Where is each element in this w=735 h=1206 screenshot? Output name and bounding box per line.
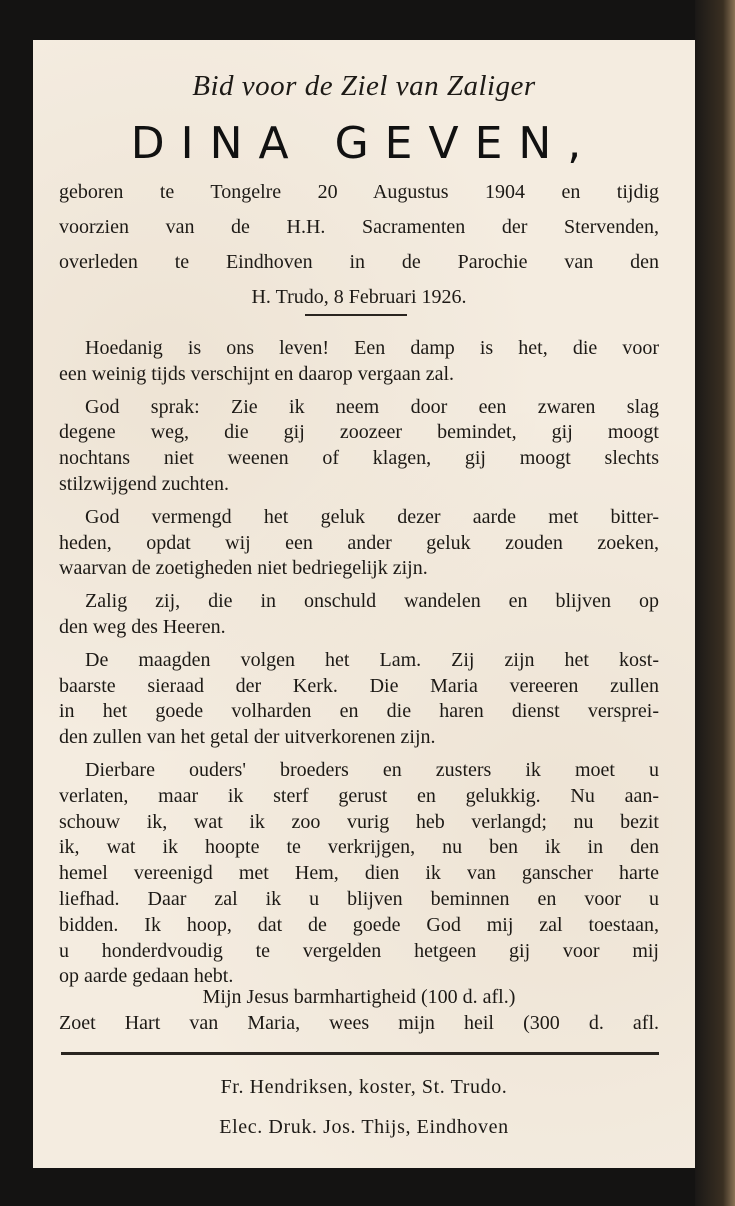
paragraph-line: u honderdvoudig te vergelden hetgeen gij voor mij [59, 939, 659, 962]
intro-text [59, 175, 659, 315]
paragraph-line: schouw ik, wat ik zoo vurig heb verlangd; nu bezit [59, 810, 659, 833]
body-text [59, 336, 659, 997]
paragraph-line: baarste sieraad der Kerk. Die Maria vereeren zullen [59, 674, 659, 697]
paragraph-line: den zullen van het getal der uitverkorenen zijn. [59, 726, 436, 749]
separator-short [305, 314, 407, 316]
card-heading: Bid voor de Ziel van Zaliger [192, 70, 536, 102]
paragraph-line: op aarde gedaan hebt. [59, 965, 234, 988]
paragraph-line: God sprak: Zie ik neem door een zwaren slag [85, 395, 659, 418]
paragraph-line: De maagden volgen het Lam. Zij zijn het kost- [85, 648, 659, 671]
paragraph-line: bidden. Ik hoop, dat de goede God mij zal toestaan, [59, 913, 659, 936]
paragraph [59, 758, 659, 990]
intro-line: geboren te Tongelre 20 Augustus 1904 en tijdig [59, 181, 659, 203]
sexton-credit: Fr. Hendriksen, koster, St. Trudo. [220, 1076, 508, 1098]
paragraph-line: Hoedanig is ons leven! Een damp is het, die voor [85, 337, 659, 359]
intro-line: voorzien van de H.H. Sacramenten der Stervenden, [59, 216, 659, 238]
paragraph-line: degene weg, die gij zoozeer bemindet, gij moogt [59, 421, 659, 444]
prayer-line: Zoet Hart van Maria, wees mijn heil (300 d. afl. [59, 1012, 659, 1034]
paragraph-line: ik, wat ik hoopte te verkrijgen, nu ben ik in den [59, 836, 659, 859]
paragraph-line: hemel vereenigd met Hem, dien ik van ganscher harte [59, 862, 659, 885]
intro-line: H. Trudo, 8 Februari 1926. [251, 286, 467, 308]
indulgence-prayers [59, 984, 659, 1036]
paragraph-line: God vermengd het geluk dezer aarde met bitter- [85, 505, 659, 528]
paragraph-line: Zalig zij, die in onschuld wandelen en blijven op [85, 590, 659, 613]
paragraph-line: liefhad. Daar zal ik u blijven beminnen en voor u [59, 887, 659, 910]
paragraph [59, 589, 659, 641]
paragraph-line: den weg des Heeren. [59, 615, 226, 638]
paragraph [59, 395, 659, 498]
paragraph-line: Dierbare ouders' broeders en zusters ik moet u [85, 758, 659, 781]
prayer-line: Mijn Jesus barmhartigheid (100 d. afl.) [202, 986, 516, 1008]
paragraph [59, 336, 659, 388]
paragraph-line: verlaten, maar ik sterf gerust en gelukkig. Nu aan- [59, 784, 659, 807]
intro-line: overleden te Eindhoven in de Parochie van den [59, 251, 659, 273]
separator-rule [61, 1052, 659, 1055]
card-frame-edge [695, 0, 735, 1206]
paragraph [59, 648, 659, 751]
paragraph-line: stilzwijgend zuchten. [59, 472, 229, 495]
paragraph-line: in het goede volharden en die haren dienst versprei- [59, 700, 659, 723]
paragraph-line: heden, opdat wij een ander geluk zouden zoeken, [59, 531, 659, 554]
printer-credit: Elec. Druk. Jos. Thijs, Eindhoven [219, 1116, 509, 1138]
paragraph-line: nochtans niet weenen of klagen, gij moogt slechts [59, 447, 659, 470]
memorial-card [33, 40, 695, 1168]
paragraph-line: waarvan de zoetigheden niet bedriegelijk zijn. [59, 557, 428, 580]
paragraph [59, 505, 659, 582]
deceased-name: DINA GEVEN, [130, 118, 598, 169]
paragraph-line: een weinig tijds verschijnt en daarop vergaan zal. [59, 362, 455, 385]
